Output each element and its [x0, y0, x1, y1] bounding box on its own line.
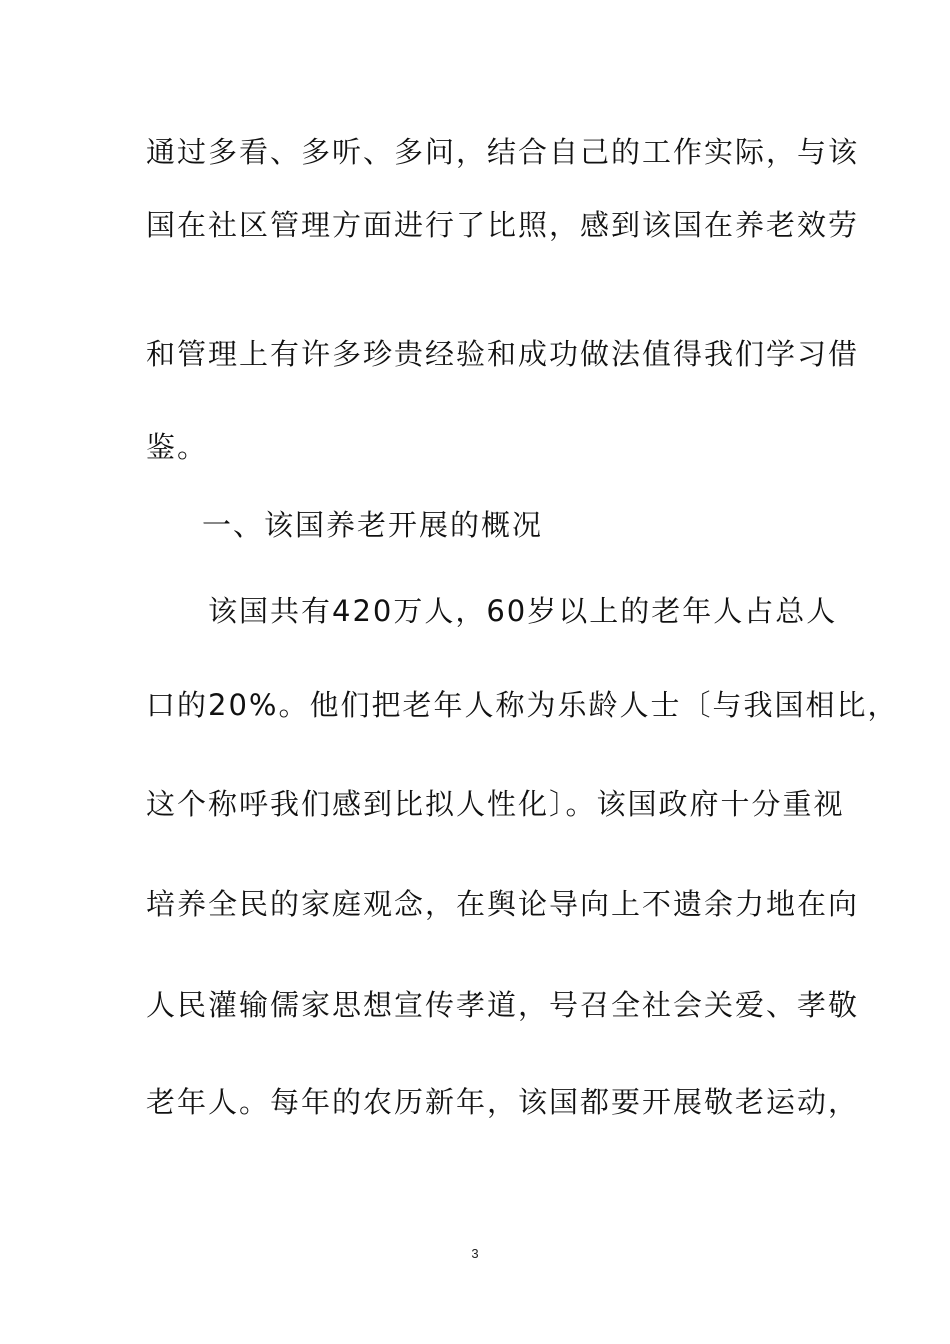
body-text-line: 国在社区管理方面进行了比照，感到该国在养老效劳	[146, 208, 860, 242]
body-text-line: 老年人。每年的农历新年，该国都要开展敬老运动，	[146, 1085, 860, 1119]
body-text-line: 人民灌输儒家思想宣传孝道，号召全社会关爱、孝敬	[146, 988, 860, 1022]
body-text-line: 通过多看、多听、多问，结合自己的工作实际，与该	[146, 135, 860, 169]
section-heading: 一、该国养老开展的概况	[202, 508, 544, 542]
body-text-line: 口的20%。他们把老年人称为乐龄人士〔与我国相比，	[146, 688, 899, 722]
body-text-line: 该国共有420万人，60岁以上的老年人占总人	[208, 594, 838, 628]
body-text-line: 和管理上有许多珍贵经验和成功做法值得我们学习借	[146, 337, 860, 371]
body-text-line: 这个称呼我们感到比拟人性化〕。该国政府十分重视	[146, 787, 845, 821]
body-text-line: 鉴。	[146, 430, 209, 464]
page-number: 3	[471, 1246, 479, 1261]
body-text-line: 培养全民的家庭观念，在舆论导向上不遗余力地在向	[146, 887, 860, 921]
